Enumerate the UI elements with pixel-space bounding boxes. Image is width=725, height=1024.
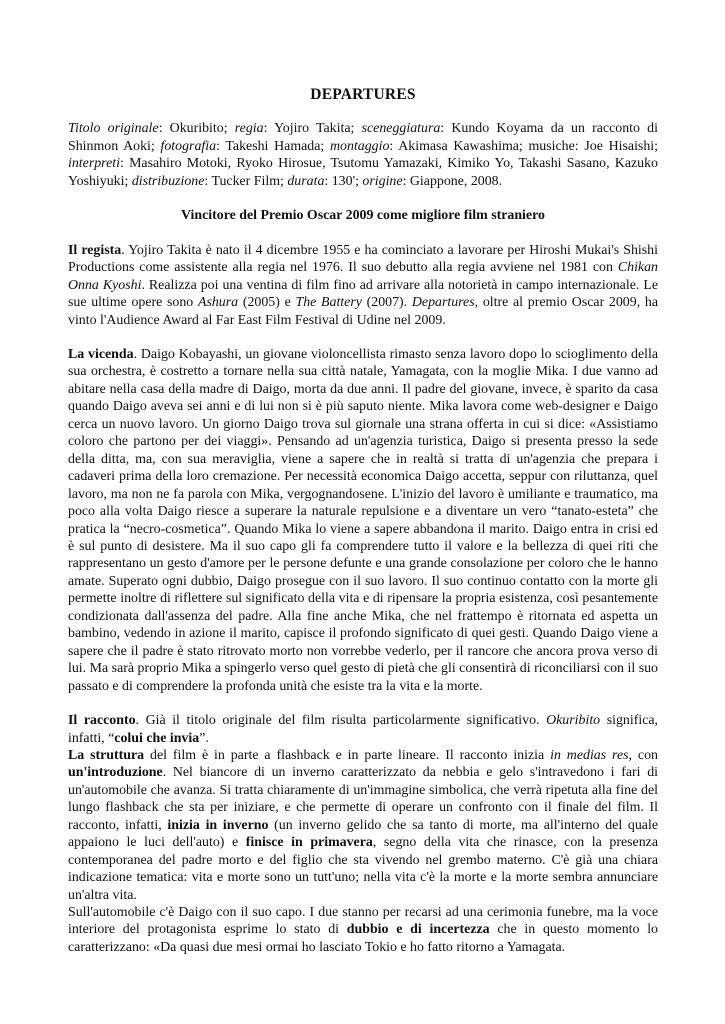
text-run: : Takeshi Hamada; xyxy=(216,138,330,154)
italic-text: Departures xyxy=(411,295,475,311)
italic-text: sceneggiatura xyxy=(361,121,441,137)
italic-text: origine xyxy=(362,173,403,189)
text-run: : Masahiro Motoki, Ryoko Hirosue, Tsutomu Yamazaki, Kimiko Yo, Takashi Sasano, Kazuko Yoshiyuki; xyxy=(68,156,658,189)
bold-text: La struttura xyxy=(68,747,145,763)
racconto-paragraph xyxy=(68,712,658,747)
text-run: . Già il titolo originale del film risulta particolarmente significativo. xyxy=(135,713,547,729)
text-run: , segno della vita che rinasce, con la presenza contemporanea del padre morto e del figlio che sta vivendo nel grembo materno. C'è già una chiara indicazione tematica: vita e morte sono un tutt'uno; nella vita c'è la morte e la morte sembra annunciare un'altra vita. xyxy=(68,835,658,903)
text-run: : Tucker Film; xyxy=(204,173,288,189)
text-run: . Nel biancore di un inverno caratterizzato da nebbia e gelo s'intravedono i fari di un'automobile che avanza. Si tratta chiaramente di un'immagine simbolica, che verrà ripetuta alla fine del lungo flashback che sta per iniziare, e che permette di operare un confronto con il finale del film. Il racconto, infatti, xyxy=(68,765,658,833)
document-page xyxy=(68,86,658,956)
text-run: : Kundo Koyama da un racconto di Shinmon Aoki; xyxy=(68,121,658,154)
bold-text: un'introduzione xyxy=(68,765,163,781)
italic-text: Ashura xyxy=(197,295,239,311)
text-run: , oltre al premio Oscar 2009, ha vinto l'Audience Award al Far East Film Festival di Udine nel 2009. xyxy=(68,295,658,328)
award-heading: Vincitore del Premio Oscar 2009 come migliore film straniero xyxy=(181,208,545,224)
italic-text: interpreti xyxy=(68,156,120,172)
text-run: : Yojiro Takita; xyxy=(263,121,362,137)
text-run: : 130'; xyxy=(324,173,363,189)
italic-text: fotografia xyxy=(160,138,217,154)
italic-text: Okuribito xyxy=(546,713,601,729)
italic-text: durata xyxy=(287,173,325,189)
document-title: DEPARTURES xyxy=(310,86,416,103)
italic-text: The Battery xyxy=(295,295,362,311)
bold-text: finisce in primavera xyxy=(245,835,373,851)
text-run: (2007). xyxy=(361,295,412,311)
text-run: . Yojiro Takita è nato il 4 dicembre 1955 e ha cominciato a lavorare per Hiroshi Mukai's Shishi Productions come assistente alla regia nel 1976. Il suo debutto alla regia avviene nel 1981 con xyxy=(68,242,658,276)
text-run: del film è in parte a flashback e in parte lineare. Il racconto inizia xyxy=(144,747,551,763)
text-run: : Giappone, 2008. xyxy=(402,173,503,189)
text-run: : Okuribito; xyxy=(158,121,235,137)
automobile-paragraph xyxy=(68,904,658,956)
text-run: ”. xyxy=(199,730,209,746)
vicenda-paragraph xyxy=(68,346,658,695)
text-run: (un inverno gelido che sa tanto di morte, ma all'interno del quale appaiono le luci dell'auto) e xyxy=(68,817,658,851)
italic-text: in medias res xyxy=(550,747,629,763)
text-run: Sull'automobile c'è Daigo con il suo capo. I due stanno per recarsi ad una cerimonia funebre, ma la voce interiore del protagonista esprime lo stato di xyxy=(68,905,658,938)
text-run: : Akimasa Kawashima; musiche: Joe Hisaishi; xyxy=(389,138,658,154)
bold-text: Il regista xyxy=(68,242,122,258)
text-run: . Daigo Kobayashi, un giovane violoncellista rimasto senza lavoro dopo lo scioglimento della sua orchestra, è costretto a tornare nella sua città natale, Yamagata, con la moglie Mika. I due vanno ad abitare nella casa della madre di Daigo, morta da due anni. Il padre del giovane, invece, è sparito da casa quando Daigo aveva sei anni e di lui non si è più saputo niente. Mika lavora come web-designer e Daigo cerca un nuovo lavoro. Un giorno Daigo trova sul giornale una strana offerta in cui si dice: «Assistiamo coloro che partono per dei viaggi». Pensando ad un'agenzia turistica, Daigo si presenta presso la sede della ditta, ma, con sua meraviglia, viene a sapere che in realtà si tratta di un'agenzia che prepara i cadaveri prima della loro cremazione. Per necessità economica Daigo accetta, seppur con riluttanza, quel lavoro, ma non ne fa parola con Mika, vergognandosene. L'inizio del lavoro è umiliante e traumatico, ma poco alla volta Daigo riesce a superare la naturale repulsione e a diventare un vero “tanato-esteta” che pratica la “necro-cosmetica”. Quando Mika lo viene a sapere abbandona il marito. Daigo entra in crisi ed è sul punto di desistere. Ma il suo capo gli fa comprendere tutto il valore e la bellezza di quei riti che rappresentano un gesto d'amore per le persone defunte e una grande consolazione per coloro che le hanno amate. Superato ogni dubbio, Daigo prosegue con il suo lavoro. Il suo continuo contatto con la morte gli permette inoltre di riflettere sul significato della vita e di ripensare la propria esistenza, così pesantemente condizionata dall'assenza del padre. Alla fine anche Mika, che nel frattempo è ritornata ed aspetta un bambino, vedendo in azione il marito, capisce il profondo significato di quei gesti. Quando Daigo viene a sapere che il padre è stato ritrovato morto non vorrebbe vederlo, per il rancore che ancora prova verso di lui. Ma sarà proprio Mika a spingerlo verso quel gesto di pietà che gli consentirà di riconciliarsi con il suo passato e di comprendere la profonda unità che esiste tra la vita e la morte. xyxy=(68,346,659,694)
text-run: che in questo momento lo caratterizzano: «Da quasi due mesi ormai ho lasciato Tokio e ho fatto ritorno a Yamagata. xyxy=(68,922,658,955)
regista-paragraph xyxy=(68,242,658,329)
bold-text: Il racconto xyxy=(68,713,136,729)
italic-text: Titolo originale xyxy=(68,121,159,137)
italic-text: regia xyxy=(234,121,264,137)
italic-text: montaggio xyxy=(330,138,390,154)
italic-text: Chikan Onna Kyoshi xyxy=(68,260,658,293)
bold-text: colui che invia xyxy=(114,730,200,746)
text-run: . Realizza poi una ventina di film fino ad arrivare alla notorietà in campo internazionale. Le sue ultime opere sono xyxy=(68,277,658,311)
text-run: , con xyxy=(628,747,658,763)
italic-text: distribuzione xyxy=(131,173,205,189)
bold-text: dubbio e di incertezza xyxy=(346,922,490,938)
credits-paragraph xyxy=(68,120,658,190)
text-run: (2005) e xyxy=(238,295,296,311)
struttura-paragraph xyxy=(68,747,658,904)
bold-text: La vicenda xyxy=(68,346,134,362)
text-run: significa, infatti, “ xyxy=(68,713,659,746)
bold-text: inizia in inverno xyxy=(167,817,269,833)
